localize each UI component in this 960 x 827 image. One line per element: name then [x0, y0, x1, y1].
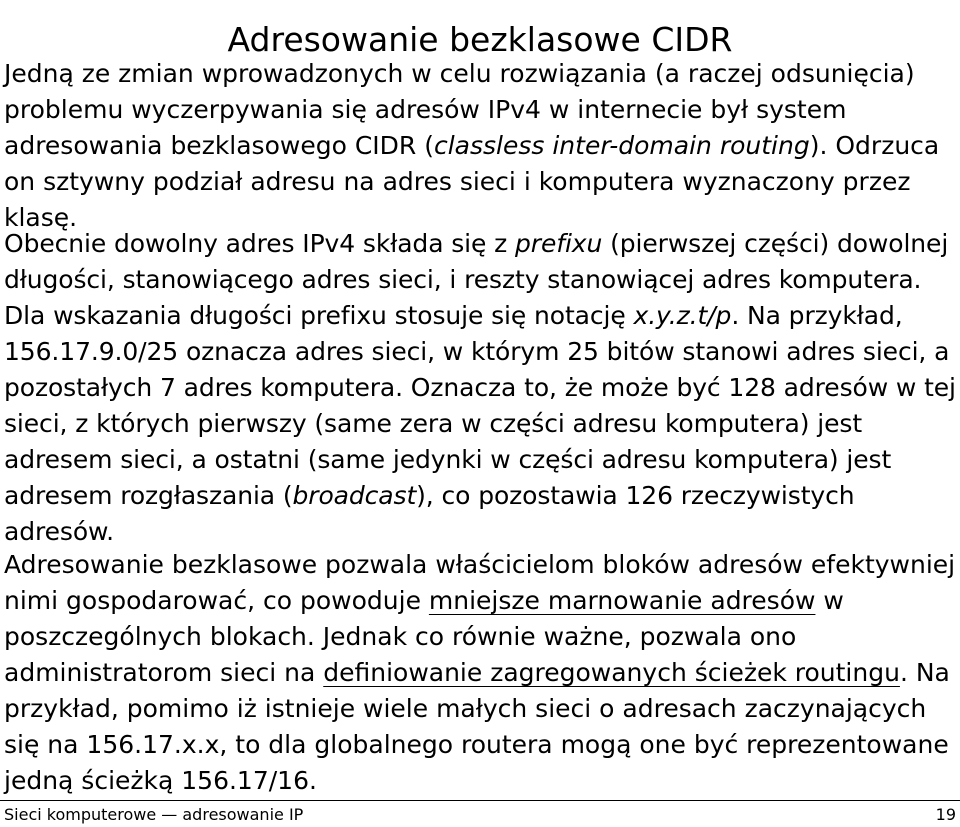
paragraph-cidr-intro [4, 56, 956, 236]
paragraph-text: . Na przykład, pomimo iż istnieje wiele małych sieci o adresach zaczynających się na 156.17.x.x, to dla globalnego routera mogą one być reprezentowane jedną ścieżką 156.17/16. [4, 658, 950, 795]
paragraph-text: Jedną ze zmian wprowadzonych w celu rozwiązania (a raczej odsunięcia) problemu wyczerpywania się adresów IPv4 w internecie był system adresowania bezklasowego CIDR ( [4, 59, 915, 160]
paragraph-text: . Na przykład, 156.17.9.0/25 oznacza adres sieci, w którym 25 bitów stanowi adres sieci, a pozostałych 7 adres komputera. Oznacza to, że może być 128 adresów w tej sieci, z których pierwszy (same zera w części adresu komputera) jest adresem sieci, a ostatni (same jedynki w części adresu komputera) jest adresem rozgłaszania ( [4, 301, 956, 510]
paragraph-text: Adresowanie bezklasowe pozwala właścicielom bloków adresów efektywniej nimi gospodarować, co powoduje [4, 550, 956, 615]
emphasis-notation: x.y.z.t/p [633, 301, 732, 330]
footer-title: Sieci komputerowe — adresowanie IP [4, 805, 304, 824]
paragraph-text: ), co pozostawia 126 rzeczywistych adresów. [4, 481, 855, 546]
page-title: Adresowanie bezklasowe CIDR [227, 20, 733, 60]
paragraph-benefits [4, 547, 956, 799]
emphasis-term: prefixu [515, 229, 603, 258]
paragraph-text: w poszczególnych blokach. Jednak co równie ważne, pozwala ono administratorom sieci na [4, 586, 844, 687]
emphasis-term: broadcast [292, 481, 417, 510]
underlined-phrase: definiowanie zagregowanych ścieżek routingu [323, 658, 900, 687]
paragraph-text: ). Odrzuca on sztywny podział adresu na adres sieci i komputera wyznaczony przez klasę. [4, 131, 940, 232]
underlined-phrase: mniejsze marnowanie adresów [428, 586, 816, 615]
paragraph-text: (pierwszej części) dowolnej długości, stanowiącego adres sieci, i reszty stanowiącej adres komputera. Dla wskazania długości prefixu stosuje się notację [4, 229, 949, 330]
paragraph-prefix-explanation [4, 226, 956, 550]
emphasis-term: classless inter-domain routing [433, 131, 810, 160]
footer-divider [0, 800, 960, 801]
paragraph-text: Obecnie dowolny adres IPv4 składa się z [4, 229, 516, 258]
page-number: 19 [935, 805, 956, 824]
